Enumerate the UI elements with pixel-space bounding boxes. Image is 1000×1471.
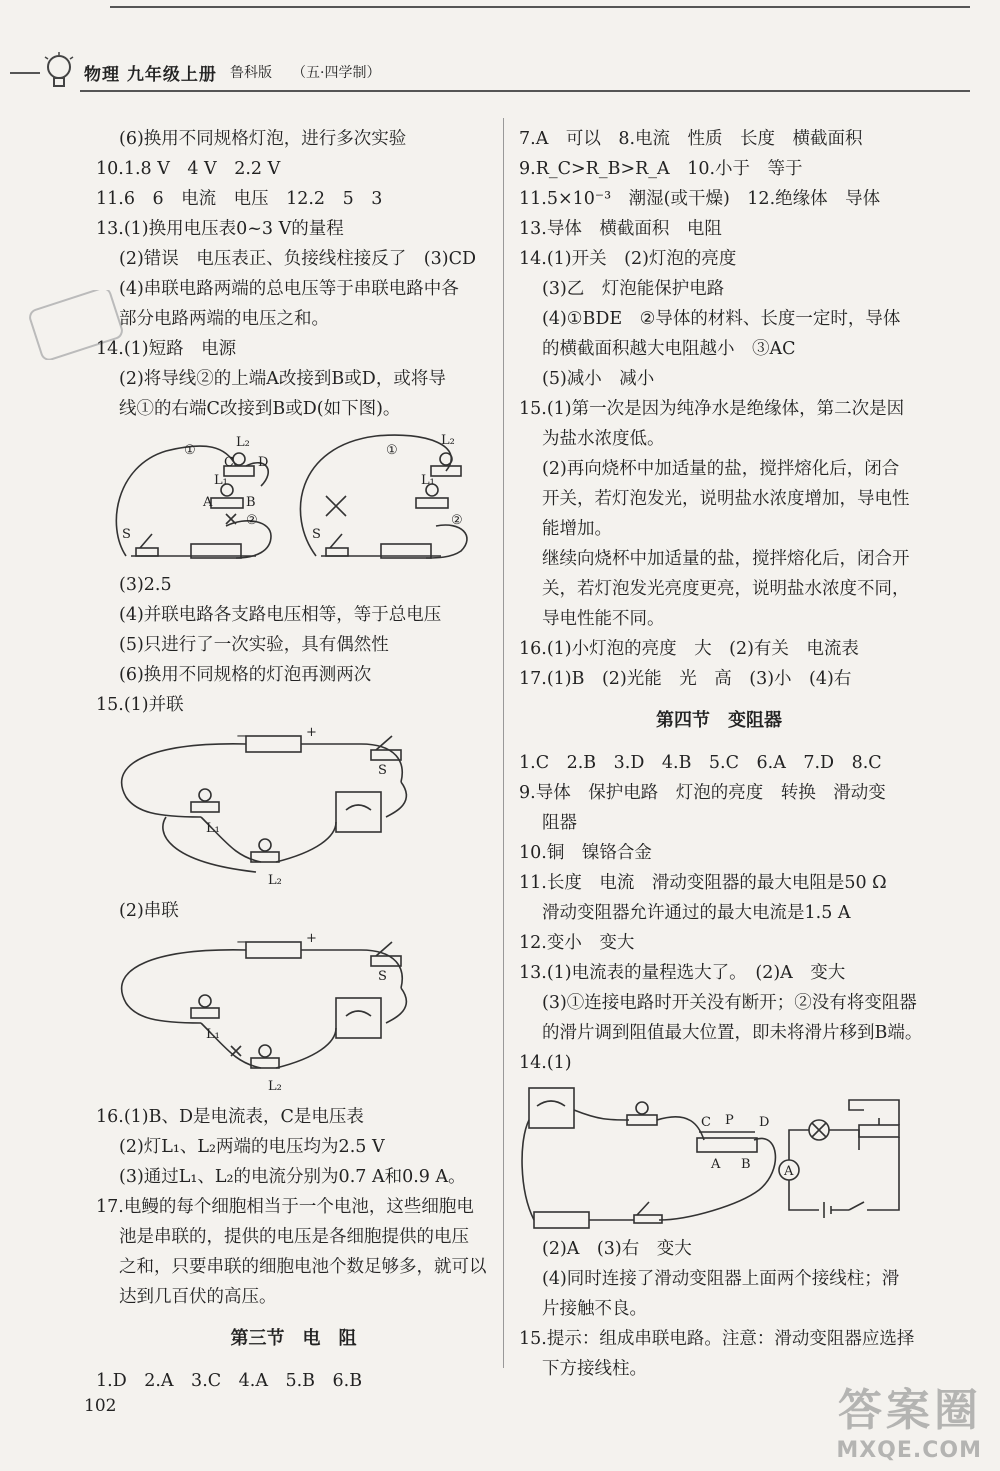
series-circuit-figure (96, 928, 491, 1098)
fig14-label: D (258, 455, 269, 470)
answer-line: 16.(1)小灯泡的亮度 大 (2)有关 电流表 (519, 639, 859, 659)
answer-line: (3)通过L₁、L₂的电流分别为0.7 A和0.9 A。 (119, 1167, 466, 1187)
book-edition: 鲁科版 (230, 65, 272, 81)
fig14-label: B (246, 495, 256, 510)
fig14-label: S (122, 527, 131, 542)
fig14-label: L₂ (441, 433, 455, 448)
answer-line: 能增加。 (542, 519, 612, 539)
watermark-url: MXQE.COM (836, 1438, 982, 1463)
answer-line: (3)乙 灯泡能保护电路 (542, 279, 725, 299)
answer-line: 导电性能不同。 (542, 609, 665, 629)
section-heading: 第四节 变阻器 (656, 710, 782, 731)
answer-line: 9.导体 保护电路 灯泡的亮度 转换 滑动变 (519, 783, 886, 803)
answer-line: 16.(1)B、D是电流表，C是电压表 (96, 1107, 364, 1127)
fig15-label: L₁ (206, 821, 220, 836)
fig15-label: S (378, 763, 387, 778)
answer-line: (2)灯L₁、L₂两端的电压均为2.5 V (119, 1137, 385, 1157)
fig15-label: L₁ (206, 1027, 220, 1042)
answer-line: 的滑片调到阻值最大位置，即未将滑片移到B端。 (542, 1023, 923, 1043)
fig14-label: ② (451, 513, 463, 528)
answer-line: 1.D 2.A 3.C 4.A 5.B 6.B (96, 1371, 363, 1391)
answer-line: 11.5×10⁻³ 潮湿(或干燥) 12.绝缘体 导体 (519, 189, 881, 209)
fig14r-label: A (711, 1157, 721, 1172)
answer-line: 13.(1)换用电压表0~3 V的量程 (96, 219, 344, 239)
fig14r-label: C (701, 1115, 711, 1130)
answer-line: 13.(1)电流表的量程选大了。 (2)A 变大 (519, 963, 846, 983)
answer-line: 之和，只要串联的细胞电池个数足够多，就可以 (119, 1257, 487, 1277)
answer-line: 7.A 可以 8.电流 性质 长度 横截面积 (519, 129, 863, 149)
answer-line: 11.长度 电流 滑动变阻器的最大电阻是50 Ω (519, 873, 887, 893)
answer-line: (2)A (3)右 变大 (542, 1239, 692, 1259)
rheostat-circuit-figure (519, 1080, 919, 1230)
section-heading: 第三节 电 阻 (230, 1328, 357, 1349)
answer-line: (2)错误 电压表正、负接线柱接反了 (3)CD (119, 249, 476, 269)
answer-line: 11.6 6 电流 电压 12.2 5 3 (96, 189, 383, 209)
answer-line: 17.电鳗的每个细胞相当于一个电池，这些细胞电 (96, 1197, 474, 1217)
answer-line: (2)将导线②的上端A改接到B或D，或将导 (119, 369, 446, 389)
lightbulb-icon (42, 52, 76, 92)
fig14r-label: D (759, 1115, 770, 1130)
answer-line: 片接触不良。 (542, 1299, 647, 1319)
answer-line: 9.R_C>R_B>R_A 10.小于 等于 (519, 159, 803, 179)
fig14-label: ① (386, 443, 398, 458)
answer-line: 达到几百伏的高压。 (119, 1287, 277, 1307)
fig14-label: L₁ (214, 473, 228, 488)
answer-line: (4)同时连接了滑动变阻器上面两个接线柱；滑 (542, 1269, 900, 1289)
fig14-label: C (224, 455, 234, 470)
answer-line: 1.C 2.B 3.D 4.B 5.C 6.A 7.D 8.C (519, 753, 882, 773)
answer-line: 14.(1)短路 电源 (96, 339, 237, 359)
fig15-label: S (378, 969, 387, 984)
answer-line: (5)只进行了一次实验，具有偶然性 (119, 635, 389, 655)
fig14-label: ① (184, 443, 196, 458)
circuit-figure-q14 (96, 426, 491, 566)
fig15-label: + (306, 725, 317, 740)
answer-line: 15.(1)并联 (96, 695, 184, 715)
right-column (519, 124, 923, 1384)
answer-line: 14.(1) (519, 1053, 572, 1073)
fig14-label: L₂ (236, 435, 250, 450)
answer-line: 10.1.8 V 4 V 2.2 V (96, 159, 281, 179)
header-rule-left (10, 72, 40, 74)
fig15-label: L₂ (268, 1079, 282, 1094)
fig15-label: + (306, 931, 317, 946)
fig15-label: − (236, 935, 247, 950)
answer-line: 13.导体 横截面积 电阻 (519, 219, 722, 239)
column-divider (503, 118, 504, 1368)
answer-line: (3)2.5 (119, 575, 172, 595)
watermark-logo-text: 答案圈 (838, 1385, 982, 1436)
page-header (0, 0, 1000, 100)
answer-line: (4)并联电路各支路电压相等，等于总电压 (119, 605, 442, 625)
answer-line: 的横截面积越大电阻越小 ③AC (542, 339, 796, 359)
fig14r-label: A (784, 1164, 794, 1179)
parallel-circuit-figure (96, 722, 491, 892)
answer-line: 开关，若灯泡发光，说明盐水浓度增加，导电性 (542, 489, 910, 509)
fig15-label: L₂ (268, 873, 282, 888)
header-rule-bottom (80, 90, 970, 92)
fig14r-label: B (741, 1157, 751, 1172)
fig15-label: − (236, 729, 247, 744)
answer-line: 为盐水浓度低。 (542, 429, 665, 449)
answer-line: (6)换用不同规格的灯泡再测两次 (119, 665, 372, 685)
answer-line: 10.铜 镍铬合金 (519, 843, 652, 863)
left-column (96, 124, 491, 1396)
answer-line: (2)串联 (119, 901, 179, 921)
watermark (836, 1374, 982, 1463)
fig14-label: ② (246, 513, 258, 528)
answer-line: 15.提示：组成串联电路。注意：滑动变阻器应选择 (519, 1329, 915, 1349)
page-number: 102 (84, 1396, 117, 1416)
answer-line: (5)减小 减小 (542, 369, 655, 389)
fig14-label: L₁ (421, 473, 435, 488)
answer-line: 关，若灯泡发光亮度更亮，说明盐水浓度不同， (542, 579, 910, 599)
answer-line: 14.(1)开关 (2)灯泡的亮度 (519, 249, 737, 269)
answer-line: 阻器 (542, 813, 577, 833)
fig14r-label: P (725, 1113, 734, 1128)
book-system: （五·四学制） (292, 65, 381, 81)
answer-line: 12.变小 变大 (519, 933, 635, 953)
header-rule-top (110, 6, 970, 8)
answer-line: (4)串联电路两端的总电压等于串联电路中各 (119, 279, 459, 299)
fig14-label: S (312, 527, 321, 542)
answer-line: 线①的右端C改接到B或D(如下图)。 (119, 399, 401, 419)
answer-line: 下方接线柱。 (542, 1359, 647, 1379)
answer-line: 部分电路两端的电压之和。 (119, 309, 329, 329)
book-title: 物理 九年级上册 (84, 65, 217, 85)
answer-line: 17.(1)B (2)光能 光 高 (3)小 (4)右 (519, 669, 852, 689)
answer-line: (3)①连接电路时开关没有断开；②没有将变阻器 (542, 993, 917, 1013)
fig14-label: A (203, 495, 213, 510)
answer-line: (6)换用不同规格灯泡，进行多次实验 (119, 129, 407, 149)
answer-line: (2)再向烧杯中加适量的盐，搅拌熔化后，闭合 (542, 459, 900, 479)
answer-line: 滑动变阻器允许通过的最大电流是1.5 A (542, 903, 851, 923)
answer-line: 15.(1)第一次是因为纯净水是绝缘体，第二次是因 (519, 399, 905, 419)
answer-line: (4)①BDE ②导体的材料、长度一定时，导体 (542, 309, 901, 329)
answer-line: 继续向烧杯中加适量的盐，搅拌熔化后，闭合开 (542, 549, 910, 569)
answer-line: 池是串联的，提供的电压是各细胞提供的电压 (119, 1227, 469, 1247)
